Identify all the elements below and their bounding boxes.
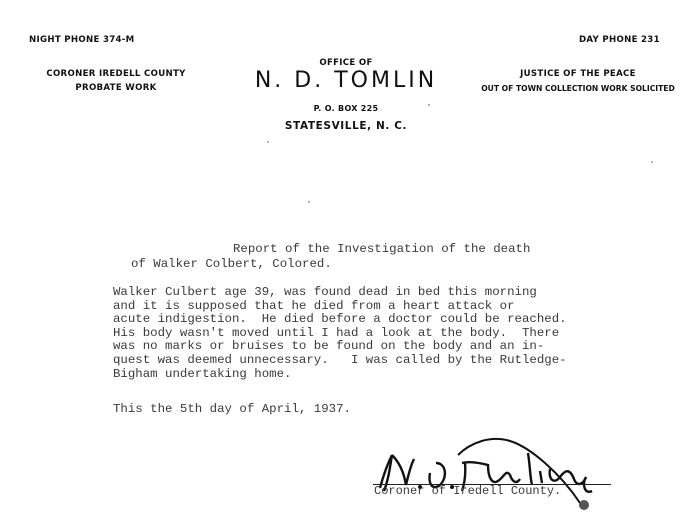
handwritten-signature xyxy=(370,433,630,513)
po-box: P. O. BOX 225 xyxy=(313,104,379,113)
signature-caption: Coroner of Iredell County. xyxy=(374,484,562,498)
letterhead-left-subtitle: PROBATE WORK xyxy=(75,83,157,93)
letterhead-left-title: CORONER IREDELL COUNTY xyxy=(46,69,186,79)
body-line: was no marks or bruises to be found on the body and an in- xyxy=(113,339,545,354)
office-of-label: OFFICE OF xyxy=(319,58,373,68)
report-date: This the 5th day of April, 1937. xyxy=(113,402,351,416)
body-line: quest was deemed unnecessary. I was called by the Rutledge- xyxy=(113,352,567,367)
city: STATESVILLE, N. C. xyxy=(284,120,408,132)
letterhead-name: N. D. TOMLIN xyxy=(254,68,438,93)
day-phone: DAY PHONE 231 xyxy=(579,35,660,45)
report-title-line1: Report of the Investigation of the death xyxy=(233,242,531,256)
report-body xyxy=(113,286,567,381)
paper-speck xyxy=(267,141,269,143)
body-line: His body wasn't moved until I had a look at the body. There xyxy=(113,325,560,340)
body-line: Bigham undertaking home. xyxy=(113,366,292,381)
letterhead-right-subtitle: OUT OF TOWN COLLECTION WORK SOLICITED xyxy=(481,84,675,93)
paper-speck xyxy=(651,161,653,163)
paper-speck xyxy=(428,104,430,106)
body-line: acute indigestion. He died before a doctor could be reached. xyxy=(113,312,567,327)
body-line: and it is supposed that he died from a heart attack or xyxy=(113,298,515,313)
report-title-line2: of Walker Colbert, Colored. xyxy=(131,257,332,271)
letterhead-right-title: JUSTICE OF THE PEACE xyxy=(520,69,636,79)
body-line: Walker Culbert age 39, was found dead in bed this morning xyxy=(113,285,537,299)
night-phone: NIGHT PHONE 374-M xyxy=(29,35,135,45)
paper-speck xyxy=(308,201,310,203)
